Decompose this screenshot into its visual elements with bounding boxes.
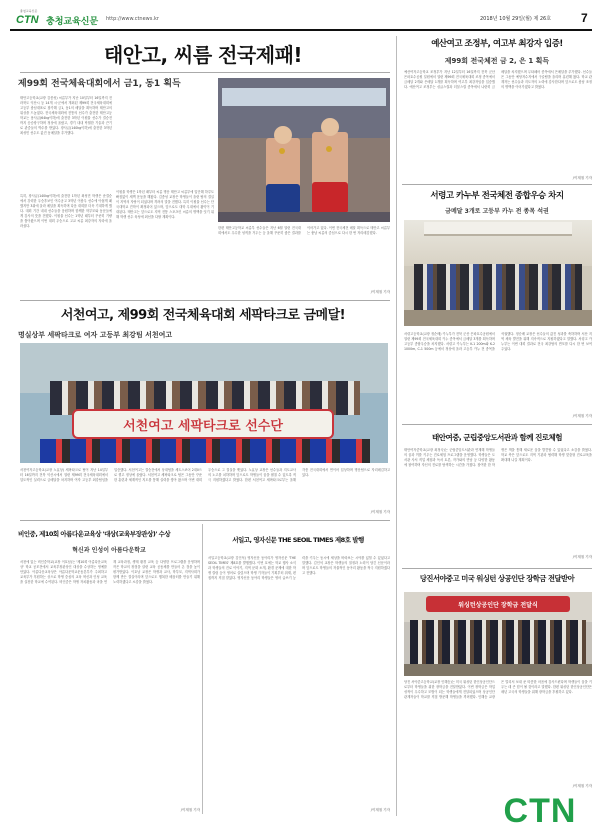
section-rule-3 — [402, 184, 592, 185]
art3-body: 서천에 있는 비인중학교(교장 이호남)는 '제10회 아름다운교육상' 학교 공모전에서 교육부장관상인 대상을 수상하는 영예를 안았다. 아름다운교육상은 아름다운학교운동본부가 주최하고 교육부가 후원하는 상으로 학생 중심의 교육 혁신과 인성 교육을 실천한 학교에 수여된다. 비인중은 학생 자치활동과 마을 연계 교육과정, 생태 환경 교육 등 다양한 프로그램을 운영하며 작은 학교의 장점을 살린 교육 공동체를 만들어 온 점을 높이 평가받았다. 이호남 교장은 학생과 교사, 학부모, 지역사회가 함께 만든 결실이라며 앞으로도 행복한 배움터를 만들기 위해 노력하겠다고 소감을 밝혔다. — [20, 560, 200, 584]
canoe-group — [414, 264, 582, 310]
scholarship-photo — [404, 592, 592, 676]
canoe-team-photo — [404, 220, 592, 326]
art5-body: 예산여자고등학교 조정부가 지난 12일부터 16일까지 전북 군산 은파호수공원 일원에서 열린 제99회 전국체육대회 조정 종목에서 금메달 2개와 은메달 1개를 획득하며 여고부 최강자임을 입증했다. 예산여고 조정부는 싱글스컬과 더블스컬 종목에서 나란히 금메달을 차지했으며 무타페어 종목에서 은메달을 추가했다. 선수들은 그동안 예당저수지에서 구슬땀을 흘리며 훈련해 왔다. 학교 관계자는 선수들과 지도자의 노력에 감사한다며 앞으로도 충남 조정의 명맥을 이어가겠다고 밝혔다. — [404, 70, 592, 89]
art8-credit: /이재철 기자 — [572, 784, 592, 788]
footer-logo[interactable]: CTN — [503, 792, 577, 830]
issue-date: 2018년 10월 29일(월) 제 26호 — [480, 16, 552, 22]
medal-left — [279, 148, 285, 154]
art4-credit: /이재철 기자 — [370, 808, 390, 812]
art6-subhead: 금메달 3개로 고등부 카누 전 종목 석권 — [445, 208, 549, 215]
art2-credit: /이재철 기자 — [370, 510, 390, 514]
art6-credit: /이재철 기자 — [572, 414, 592, 418]
wrestler-left-head — [274, 126, 292, 144]
section-rule-2 — [20, 520, 390, 521]
sepak-team-photo — [20, 343, 388, 463]
brand-subtitle: 충청교육신문 — [20, 9, 38, 13]
masthead — [10, 8, 592, 28]
art1-body-c: 이원율 학생은 1학년 때부터 씨름 명문 태안고 씨름부에 입단해 하루도 빠짐없이 새벽 운동을 해왔다. 김종성 교장은 학생들이 흘린 땀의 결실이 지역의 자랑이 되었다며 격려의 말을 전했다. 특히 이원율 선수는 단국대학교 진학이 확정되어 있으며, 앞으로도 대학 무대에서 활약이 기대된다. 태안고는 앞으로도 지역 전통 스포츠인 씨름의 명맥을 잇기 위해 학생 선수 육성에 최선을 다할 계획이다. — [116, 190, 214, 219]
art3-subhead: 혁신과 인성이 아름다운학교 — [72, 547, 146, 554]
wrestler-left-shorts — [266, 184, 300, 212]
scholarship-group — [410, 620, 586, 664]
team-front-row — [40, 439, 370, 463]
photo-backdrop — [218, 78, 390, 138]
art7-headline: 태안여중, 군립중앙도서관과 함께 진로체험 — [431, 433, 563, 442]
art8-body: 당진 서야중고등학교(교장 인해승)는 미국 워싱턴 한인상공인단으로부터 학생들을 위한 장학금을 전달받았다. 이번 장학금은 학업 성적이 우수하고 모범이 되는 학생들에게 전달되었으며 상공인단 관계자들이 학교를 직접 방문해 학생들을 격려했다. 인해승 교장은 멀리서 보내 준 따뜻한 마음에 감사드린다며 학생들이 꿈을 키우는 데 큰 힘이 될 것이라고 말했다. 한편 워싱턴 한인상공인단은 매년 고국의 학생들을 위해 장학금을 후원하고 있다. — [404, 680, 592, 699]
team-banner-text: 서천여고 세팍타크로 선수단 — [123, 419, 283, 434]
art8-headline: 당진서야중고 미국 워싱턴 상공인단 장학금 전달받아 — [419, 574, 575, 583]
art1-body-b: 특히, 장사급(140kg이하)에 출전한 1학년 최성민 학생은 준결승에서 강력한 우승후보인 여수공고 3학년 이충우 선수에 아쉽게 패했지만 3위에 올라 메달을 획득하며 다음 대회를 더욱 기대하게 했다. 대회 기간 내내 선수들을 응원하며 함께한 학부모와 동문들에게 감사의 뜻을 전했다. 이원율 선수는 1학년 때부터 꾸준히 기량을 쌓아왔으며 이번 대회 우승으로 고교 씨름 최강자의 자리에 올라섰다. — [20, 194, 112, 228]
canoe-tent-roof — [424, 222, 572, 236]
art4-headline: 서일고, 영자신문 THE SEOIL TIMES 제8호 발행 — [232, 536, 364, 544]
art1-credit: /이재철 기자 — [370, 290, 390, 294]
art3-headline: 비인중, 제10회 아름다운교육상 '대상(교육부장관상)' 수상 — [18, 530, 171, 538]
art1-headline: 태안고, 씨름 전국제패! — [103, 43, 303, 67]
art5-credit: /이재철 기자 — [572, 176, 592, 180]
art1-body-a: 태안고등학교(교장 김종성) 씨름부가 지난 10일부터 16일까지 전라북도 익산시 등 14개 시·군에서 개최된 제99회 전국체육대회에 고등부 충남대표로 참가해 금1, 동1의 메달을 획득하며 태안고의 위상을 드높였다. 전국체육대회에 전통의 선수가 출전한 태안고등학교는 용사급(64kg이하)에 출전한 3학년 이원율 선수가 결승전까지 승승장구하며 정상에 올랐고, 경기 내내 탁월한 기술과 끈기로 관중들의 박수를 받았다. 장사급(140kg이하)에 출전한 3학년 최성민 선수도 값진 동메달을 추가했다. — [20, 96, 112, 135]
section-rule-4 — [402, 424, 592, 425]
art6-headline: 서령고 카누부 전국체전 종합우승 차지 — [430, 191, 564, 201]
wrestler-right-head — [321, 118, 339, 136]
wrestler-right-shorts — [312, 182, 348, 212]
art1-body-d: 한편 태안고등학교 씨름부 선수들은 지난 6월 열린 전국대회에서도 우수한 성적을 거두는 등 올해 꾸준히 좋은 결과를 이어가고 있다. 이번 전국체전 메달 획득으로 태안고 씨름부는 충남 씨름의 중심으로 다시 한 번 자리매김했다. — [218, 226, 390, 235]
section-rule-5 — [402, 568, 592, 569]
team-banner — [72, 409, 334, 439]
section-rule-1 — [20, 300, 390, 301]
wrestling-photo — [218, 78, 390, 222]
scholarship-banner — [426, 596, 570, 612]
page-number: 7 — [581, 11, 588, 25]
medal-right — [326, 146, 332, 152]
column-divider-main — [396, 36, 397, 816]
canoe-ground — [404, 310, 592, 326]
art5-subhead: 제99회 전국체전 금 2, 은 1 획득 — [444, 57, 550, 65]
art5-headline: 예산여고 조정부, 여고부 최강자 입증! — [431, 39, 563, 49]
art4-body: 서일고등학교(교장 김인석) 영자신문 동아리가 영자신문 'THE SEOIL TIMES' 제8호를 발행했다. 이번 호에는 학교 행사 소식과 학생들의 진로 이야기, 지역 문화 소개, 환경 문제에 대한 학생 칼럼 등이 영어로 실렸으며 학생 기자들이 기획부터 취재, 편집까지 직접 맡았다. 영자신문 동아리 학생들은 영어 글쓰기 능력을 키우는 동시에 세상을 바라보는 시야를 넓힐 수 있었다고 말했다. 김인석 교장은 학생들의 열정과 노력이 담긴 신문이라며 앞으로도 학생들의 자율적인 동아리 활동을 적극 지원하겠다고 전했다. — [208, 556, 390, 580]
art2-headline: 서천여고, 제99회 전국체육대회 세팍타크로 금메달! — [60, 308, 346, 323]
brand-name[interactable]: 충청교육신문 — [46, 17, 99, 27]
art1-subhead: 제99회 전국체육대회에서 금1, 동1 획득 — [18, 79, 181, 89]
header-rule — [10, 29, 592, 31]
art7-credit: /이재철 기자 — [572, 555, 592, 559]
photo-floor — [218, 212, 390, 222]
art1-rule — [20, 72, 390, 73]
art2-subhead: 명실상부 세팍타크로 여자 고등부 최강팀 서천여고 — [18, 331, 173, 339]
scholarship-floor — [404, 664, 592, 676]
column-divider-1 — [202, 524, 203, 814]
site-url[interactable]: http://www.ctnews.kr — [106, 16, 159, 22]
art3-credit: /이재철 기자 — [180, 808, 200, 812]
brand-logo[interactable]: CTN — [16, 14, 39, 26]
art7-body: 태안여자중학교(교장 최정숙)는 군립중앙도서관과 연계해 학생들의 꿈과 끼를 키우는 진로체험 프로그램을 운영했다. 학생들은 도서관 사서 직업 체험과 독서 토론, 작가와의 만남 등 다양한 활동에 참여하며 자신의 진로를 탐색하는 시간을 가졌다. 참여한 한 학생은 책을 통해 새로운 꿈을 발견할 수 있었다고 소감을 밝혔다. 학교 측은 앞으로도 지역 기관과 협력해 학생 맞춤형 진로교육을 확대해 나갈 계획이다. — [404, 448, 592, 467]
art2-body: 서천여자고등학교(교장 노효상) 세팍타크로 팀이 지난 14일부터 16일까지 전북 익산시에서 열린 제99회 전국체육대회에서 압도적인 실력으로 금메달을 차지하며 여자 고등부 최강팀임을 입증했다. 서천여고는 결승전에서 상대팀을 세트스코어 2대0으로 꺾고 정상에 올랐다. 서천여고 세팍타크로 팀은 그동안 꾸준한 훈련과 체계적인 지도를 통해 실력을 쌓아 왔으며 이번 대회 우승으로 그 결실을 맺었다. 노효상 교장은 선수들과 지도교사의 노고를 치하하며 앞으로도 학생들이 꿈을 펼칠 수 있도록 적극 지원하겠다고 밝혔다. 한편 서천여고 세팍타크로부는 올해 각종 전국대회에서 연이어 입상하며 명문팀으로 자리매김하고 있다. — [20, 468, 390, 482]
photo-banner — [222, 88, 386, 106]
scholarship-banner-text: 워싱턴상공인단 장학금 전달식 — [458, 602, 538, 609]
art6-body: 서령고등학교(교장 정순배) 카누부가 전북 군산 은파호수공원에서 열린 제99회 전국체육대회 카누 종목에서 금메달 3개를 획득하며 고등부 종합우승을 차지했다. 서령고 카누부는 K-1 200m와 K-2 1000m, C-1 500m 등에서 정상에 올라 고등부 카누 전 종목을 석권했다. 정순배 교장은 선수들의 값진 성과를 축하하며 서산 지역 체육 발전을 위해 지속적으로 지원하겠다고 말했다. 서령고 카누부는 이번 대회 결과로 전국 최강팀의 면모를 다시 한 번 보여 주었다. — [404, 332, 592, 351]
